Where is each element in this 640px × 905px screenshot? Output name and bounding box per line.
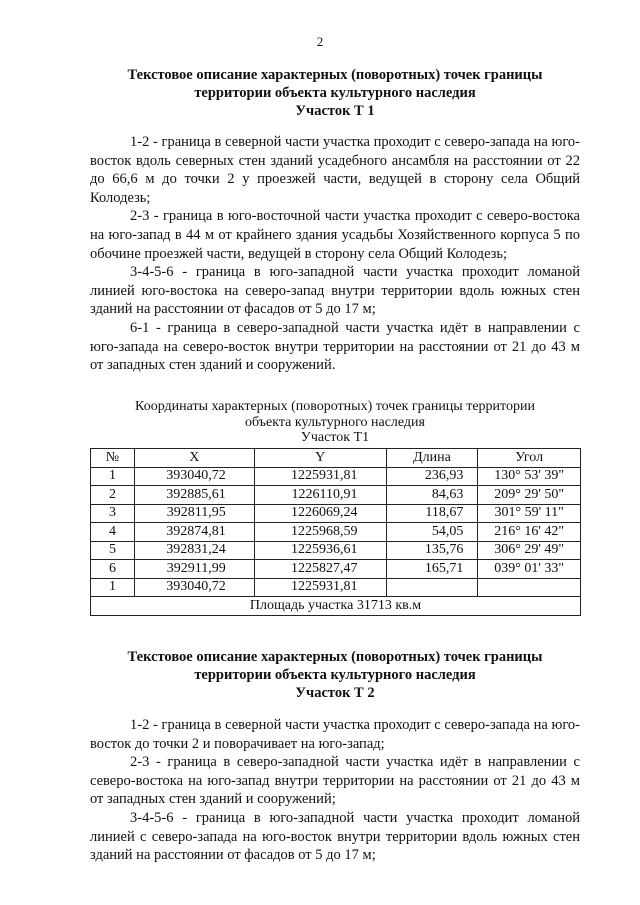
cell-number: 2 xyxy=(91,486,135,505)
cell-x: 392911,99 xyxy=(134,560,254,579)
cell-y: 1226069,24 xyxy=(254,504,386,523)
cell-x: 392831,24 xyxy=(134,541,254,560)
cell-x: 392885,61 xyxy=(134,486,254,505)
cell-number: 1 xyxy=(91,578,135,597)
section2-paragraph: 1-2 - граница в северной части участка проходит с северо-запада на юго-восток до точки 2 и поворачивает на юго-запад; xyxy=(90,717,580,752)
cell-length xyxy=(386,578,478,597)
cell-number: 4 xyxy=(91,523,135,542)
section1-heading-line2: территории объекта культурного наследия xyxy=(194,85,476,101)
cell-angle: 209° 29' 50" xyxy=(478,486,581,505)
section2-paragraphs xyxy=(90,716,580,865)
section1-paragraph: 3-4-5-6 - граница в юго-западной части участка проходит ломаной линией юго-востока на северо-запад внутри территории вдоль южных стен зданий на расстоянии от фасадов от 5 до 17 м; xyxy=(90,264,580,318)
section2-heading-line3: Участок Т 2 xyxy=(295,685,375,701)
header-x: X xyxy=(134,449,254,468)
cell-y: 1225931,81 xyxy=(254,578,386,597)
section2-paragraph: 3-4-5-6 - граница в юго-западной части участка проходит ломаной линией с северо-запада на юго-восток внутри территории вдоль южных стен зданий на расстоянии от фасадов от 5 до 17 м; xyxy=(90,809,580,864)
cell-angle xyxy=(478,578,581,597)
section1-heading-line1: Текстовое описание характерных (поворотных) точек границы xyxy=(127,67,543,83)
cell-x: 392811,95 xyxy=(134,504,254,523)
table-row xyxy=(91,578,581,597)
header-y: Y xyxy=(254,449,386,468)
cell-length: 118,67 xyxy=(386,504,478,523)
page-number: 2 xyxy=(316,34,324,49)
section1-paragraph: 2-3 - граница в юго-восточной части участка проходит с северо-востока на юго-запад в 44 м от крайнего здания усадьбы Хозяйственного корпуса 5 по обочине проезжей части, ведущей в сторону села Общий Колодезь; xyxy=(90,208,580,262)
header-length: Длина xyxy=(386,449,478,468)
cell-number: 5 xyxy=(91,541,135,560)
section2-heading xyxy=(80,648,590,702)
cell-angle: 216° 16' 42" xyxy=(478,523,581,542)
cell-y: 1225827,47 xyxy=(254,560,386,579)
section1-paragraphs xyxy=(90,133,580,375)
table-caption-line3: Участок Т1 xyxy=(300,430,370,445)
cell-angle: 306° 29' 49" xyxy=(478,541,581,560)
cell-length: 135,76 xyxy=(386,541,478,560)
cell-length: 165,71 xyxy=(386,560,478,579)
cell-number: 3 xyxy=(91,504,135,523)
table-area-row xyxy=(91,597,581,616)
table-row xyxy=(91,504,581,523)
section2-heading-line1: Текстовое описание характерных (поворотных) точек границы xyxy=(127,649,543,665)
cell-angle: 130° 53' 39" xyxy=(478,467,581,486)
section1-heading-line3: Участок Т 1 xyxy=(295,103,375,119)
coordinates-table xyxy=(90,448,581,616)
cell-length: 84,63 xyxy=(386,486,478,505)
area-cell: Площадь участка 31713 кв.м xyxy=(91,597,581,616)
section1-paragraph: 6-1 - граница в северо-западной части участка идёт в направлении с юго-запада на северо-восток внутри территории на расстоянии от 21 до 43 м от западных стен зданий и сооружений. xyxy=(90,319,580,374)
table-row xyxy=(91,541,581,560)
header-number: № xyxy=(91,449,135,468)
cell-angle: 039° 01' 33" xyxy=(478,560,581,579)
cell-y: 1225931,81 xyxy=(254,467,386,486)
cell-length: 54,05 xyxy=(386,523,478,542)
cell-number: 1 xyxy=(91,467,135,486)
cell-y: 1225968,59 xyxy=(254,523,386,542)
cell-x: 393040,72 xyxy=(134,467,254,486)
cell-number: 6 xyxy=(91,560,135,579)
cell-angle: 301° 59' 11" xyxy=(478,504,581,523)
table-caption xyxy=(80,399,590,446)
cell-x: 392874,81 xyxy=(134,523,254,542)
table-row xyxy=(91,486,581,505)
header-angle: Угол xyxy=(478,449,581,468)
section2-paragraph: 2-3 - граница в северо-западной части участка идёт в направлении с северо-востока на юго-запад внутри территории на расстоянии от 21 до 43 м от западных стен зданий и сооружений; xyxy=(90,754,580,808)
table-row xyxy=(91,467,581,486)
cell-x: 393040,72 xyxy=(134,578,254,597)
table-caption-line1: Координаты характерных (поворотных) точек границы территории xyxy=(135,399,535,414)
table-row xyxy=(91,523,581,542)
cell-y: 1225936,61 xyxy=(254,541,386,560)
section2-heading-line2: территории объекта культурного наследия xyxy=(194,667,476,683)
cell-y: 1226110,91 xyxy=(254,486,386,505)
cell-length: 236,93 xyxy=(386,467,478,486)
table-caption-line2: объекта культурного наследия xyxy=(245,414,425,430)
section1-paragraph: 1-2 - граница в северной части участка проходит с северо-запада на юго-восток вдоль северных стен зданий усадебного ансамбля на расстоянии от 22 до 66,6 м до точки 2 у проезжей части, ведущей в сторону села Общий Колодезь; xyxy=(90,134,580,206)
section1-heading xyxy=(80,66,590,120)
table-row xyxy=(91,560,581,579)
table-header-row xyxy=(91,449,581,468)
